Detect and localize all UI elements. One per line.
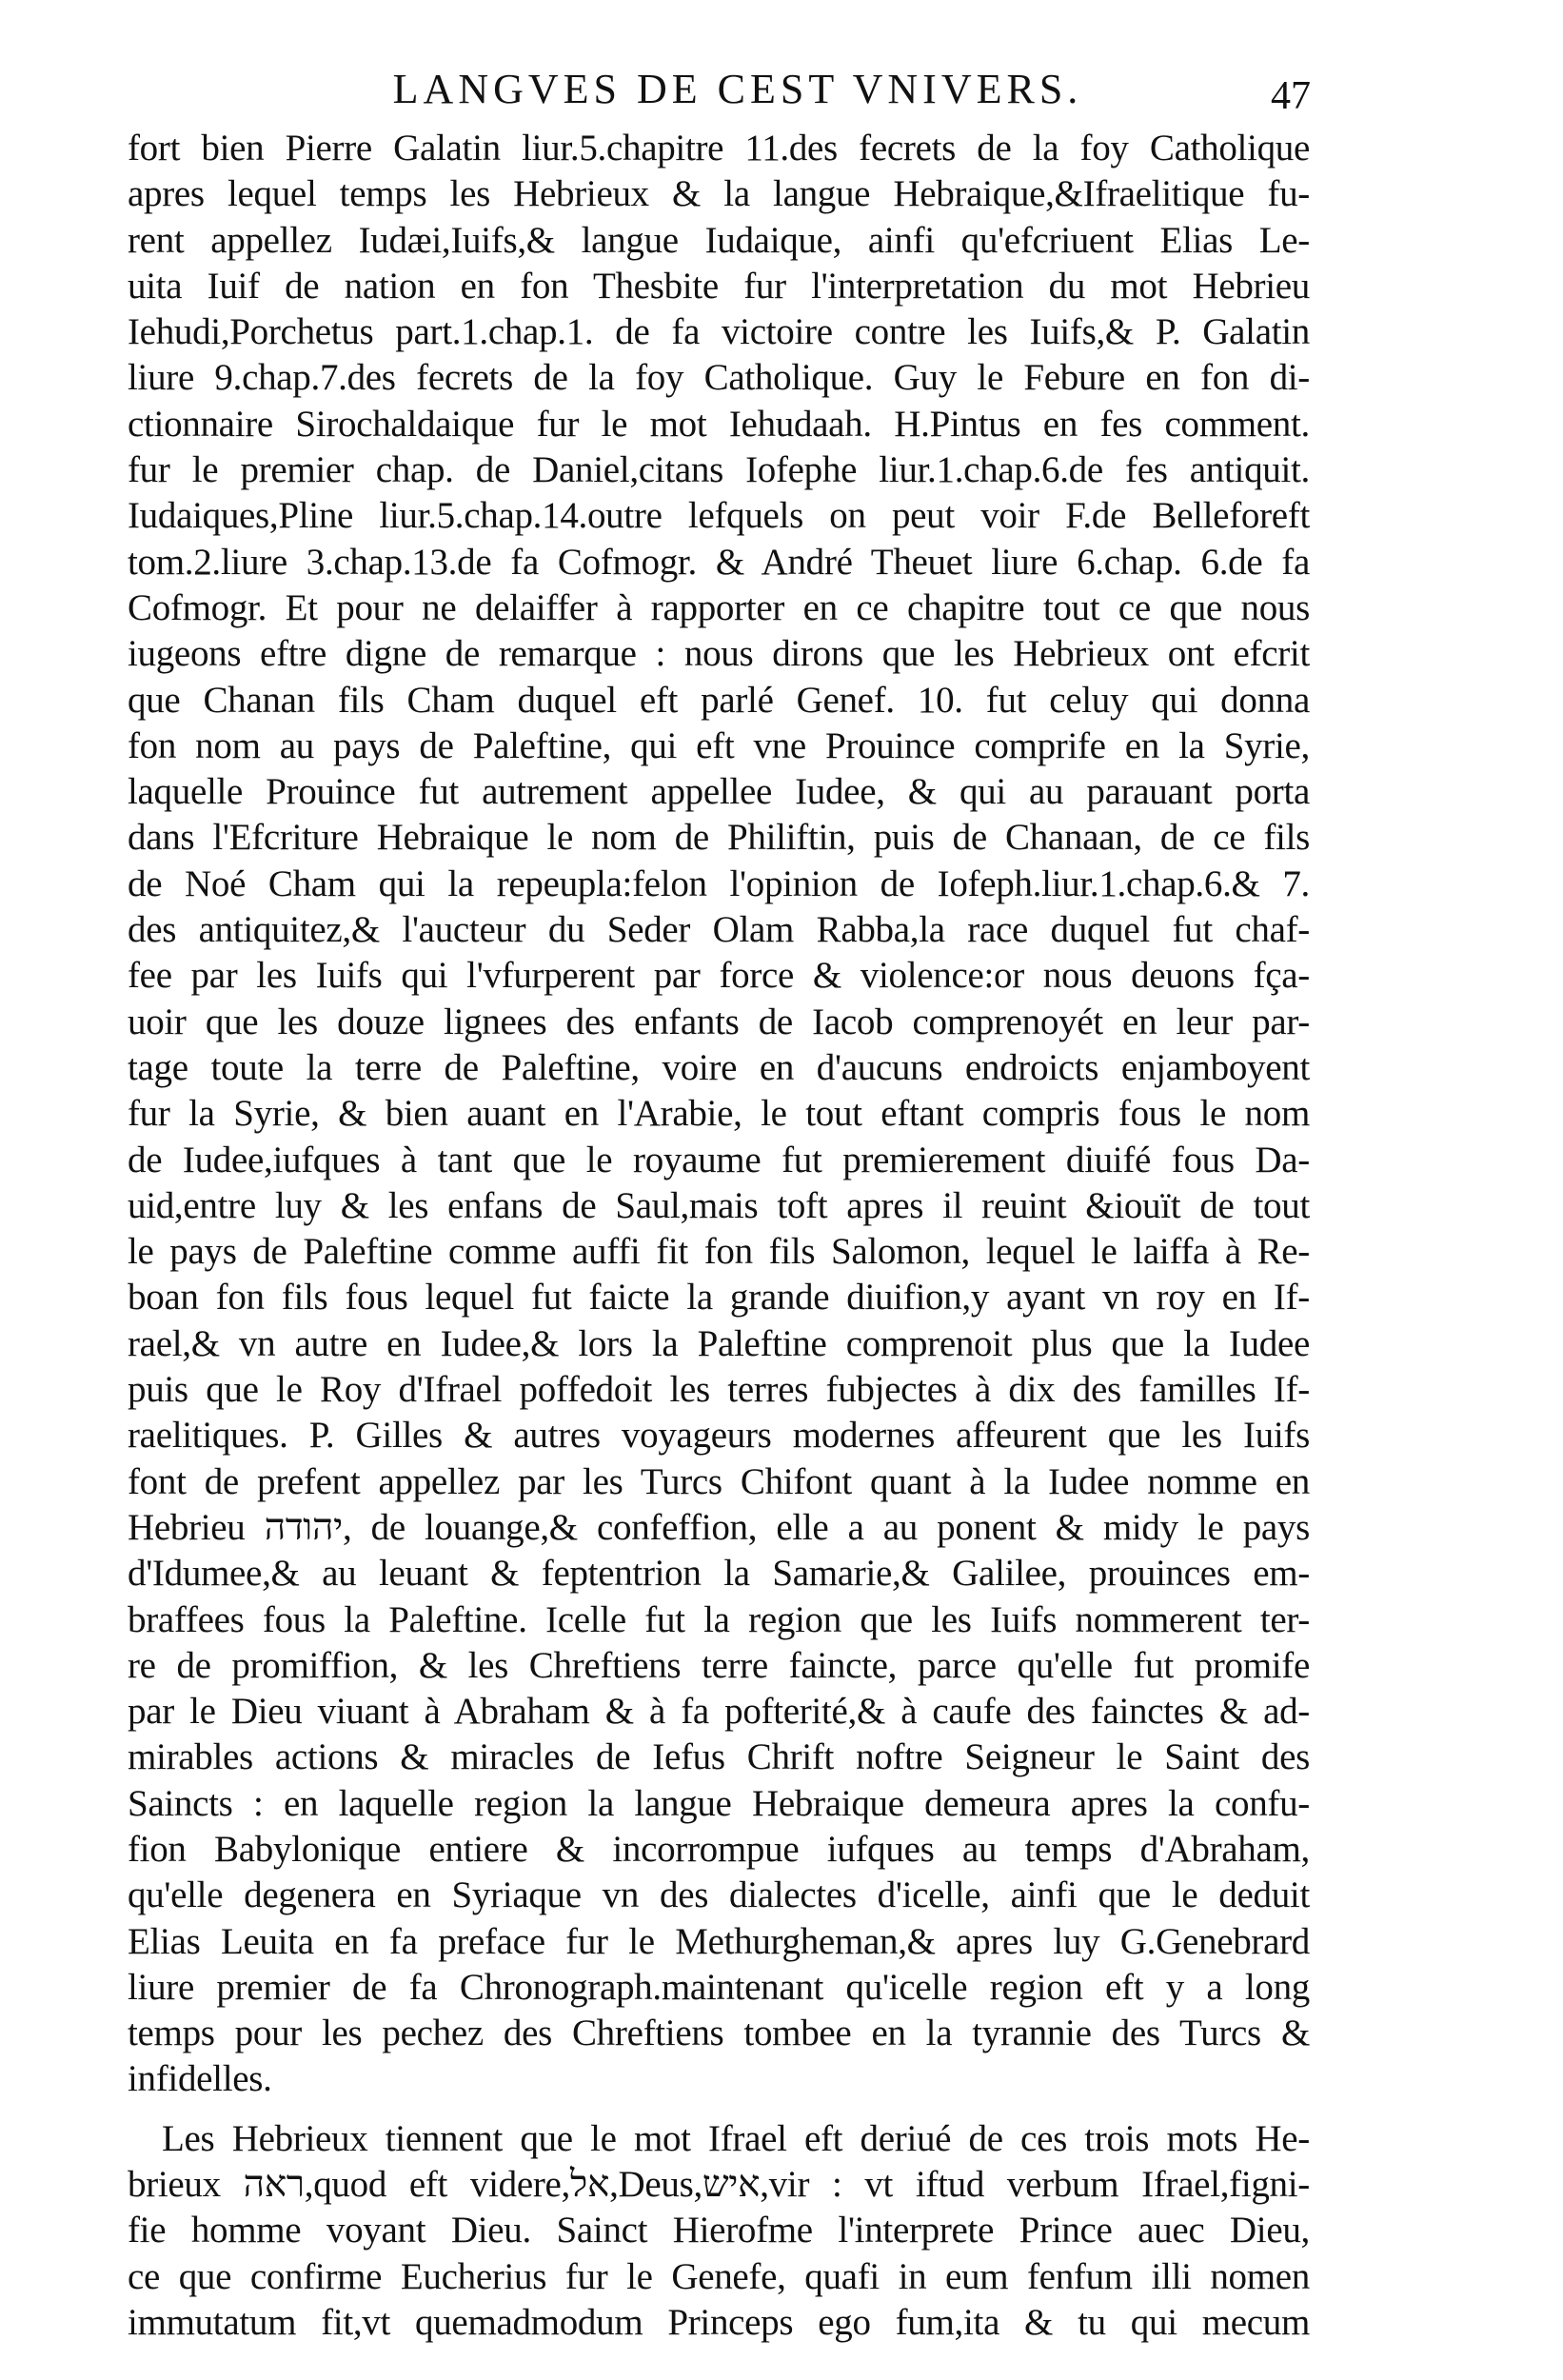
text-line: braffees fous la Paleftine. Icelle fut la region que les Iuifs nommerent ter- bbox=[128, 1598, 1310, 1640]
text-line: que Chanan fils Cham duquel eft parlé Genef. 10. fut celuy qui donna bbox=[128, 679, 1310, 721]
text-line: boan fon fils fous lequel fut faicte la grande diuifion,y ayant vn roy en If- bbox=[128, 1277, 1310, 1319]
text-line: ce que confirme Eucherius fur le Genefe, quafi in eum fenfum illi nomen bbox=[128, 2255, 1310, 2297]
text-line: Saincts : en laquelle region la langue Hebraique demeura apres la confu- bbox=[128, 1782, 1310, 1824]
text-line: d'Idumee,& au leuant & feptentrion la Samarie,& Galilee, prouinces em- bbox=[128, 1553, 1310, 1595]
text-line: fee par les Iuifs qui l'vfurperent par force & violence:or nous deuons fça- bbox=[128, 955, 1310, 997]
text-line: uita Iuif de nation en fon Thesbite fur l'interpretation du mot Hebrieu bbox=[128, 265, 1310, 307]
paragraph bbox=[128, 126, 1310, 2103]
text-line: le pays de Paleftine comme auffi fit fon fils Salomon, lequel le laiffa à Re- bbox=[128, 1231, 1310, 1273]
text-line: ctionnaire Sirochaldaique fur le mot Iehudaah. H.Pintus en fes comment. bbox=[128, 403, 1310, 445]
text-line: Iudaiques,Pline liur.5.chap.14.outre lefquels on peut voir F.de Belleforeft bbox=[128, 495, 1310, 537]
paragraph bbox=[128, 2116, 1310, 2346]
text-line: Hebrieu יהודה, de louange,& confeffion, elle a au ponent & midy le pays bbox=[128, 1506, 1310, 1548]
text-line: fie homme voyant Dieu. Sainct Hierofme l'interprete Prince auec Dieu, bbox=[128, 2210, 1310, 2251]
text-line: de Noé Cham qui la repeupla:felon l'opinion de Iofeph.liur.1.chap.6.& 7. bbox=[128, 863, 1310, 904]
text-line: iugeons eftre digne de remarque : nous dirons que les Hebrieux ont efcrit bbox=[128, 633, 1310, 675]
text-line: Cofmogr. Et pour ne delaiffer à rapporter en ce chapitre tout ce que nous bbox=[128, 586, 1310, 628]
text-line: tage toute la terre de Paleftine, voire en d'aucuns endroicts enjamboyent bbox=[128, 1046, 1310, 1088]
text-line: qu'elle degenera en Syriaque vn des dialectes d'icelle, ainfi que le deduit bbox=[128, 1874, 1310, 1916]
text-line: par le Dieu viuant à Abraham & à fa pofterité,& à caufe des fainctes & ad- bbox=[128, 1691, 1310, 1733]
text-line: liure 9.chap.7.des fecrets de la foy Catholique. Guy le Febure en fon di- bbox=[128, 357, 1310, 399]
text-line: Elias Leuita en fa preface fur le Methurgheman,& apres luy G.Genebrard bbox=[128, 1920, 1310, 1962]
text-line: puis que le Roy d'Ifrael poffedoit les terres fubjectes à dix des familles If- bbox=[128, 1369, 1310, 1411]
text-line: font de prefent appellez par les Turcs Chifont quant à la Iudee nomme en bbox=[128, 1460, 1310, 1502]
text-line: laquelle Prouince fut autrement appellee Iudee, & qui au parauant porta bbox=[128, 771, 1310, 813]
text-line: dans l'Efcriture Hebraique le nom de Philiftin, puis de Chanaan, de ce fils bbox=[128, 817, 1310, 859]
text-line: apres lequel temps les Hebrieux & la langue Hebraique,&Ifraelitique fu- bbox=[128, 173, 1310, 215]
text-line: de Iudee,iufques à tant que le royaume fut premierement diuifé fous Da- bbox=[128, 1139, 1310, 1180]
text-line: immutatum fit,vt quemadmodum Princeps ego fum,ita & tu qui mecum bbox=[128, 2301, 1310, 2343]
text-line: uid,entre luy & les enfans de Saul,mais toft apres il reuint &iouït de tout bbox=[128, 1184, 1310, 1226]
text-line: temps pour les pechez des Chreftiens tombee en la tyrannie des Turcs & bbox=[128, 2013, 1310, 2054]
text-line: re de promiffion, & les Chreftiens terre faincte, parce qu'elle fut promife bbox=[128, 1644, 1310, 1686]
text-line: rent appellez Iudæi,Iuifs,& langue Iudaique, ainfi qu'efcriuent Elias Le- bbox=[128, 219, 1310, 261]
text-line: infidelles. bbox=[128, 2058, 272, 2100]
text-line: fur le premier chap. de Daniel,citans Iofephe liur.1.chap.6.de fes antiquit. bbox=[128, 449, 1310, 491]
text-block bbox=[128, 126, 1310, 2346]
text-line: uoir que les douze lignees des enfants de Iacob comprenoyét en leur par- bbox=[128, 1001, 1310, 1042]
text-line: fion Babylonique entiere & incorrompue iufques au temps d'Abraham, bbox=[128, 1828, 1310, 1870]
text-line: Iehudi,Porchetus part.1.chap.1. de fa victoire contre les Iuifs,& P. Galatin bbox=[128, 311, 1310, 353]
text-line: fort bien Pierre Galatin liur.5.chapitre 11.des fecrets de la foy Catholique bbox=[128, 128, 1310, 169]
text-line: brieux ראה,quod eft videre,אל,Deus,איש,vir : vt iftud verbum Ifrael,figni- bbox=[128, 2164, 1310, 2206]
text-line: tom.2.liure 3.chap.13.de fa Cofmogr. & André Theuet liure 6.chap. 6.de fa bbox=[128, 541, 1310, 583]
text-line: liure premier de fa Chronograph.maintenant qu'icelle region eft y a long bbox=[128, 1966, 1310, 2008]
text-line: Les Hebrieux tiennent que le mot Ifrael eft deriué de ces trois mots He- bbox=[162, 2117, 1310, 2159]
text-line: des antiquitez,& l'aucteur du Seder Olam Rabba,la race duquel fut chaf- bbox=[128, 909, 1310, 951]
text-line: fur la Syrie, & bien auant en l'Arabie, le tout eftant compris fous le nom bbox=[128, 1093, 1310, 1135]
text-line: raelitiques. P. Gilles & autres voyageurs modernes affeurent que les Iuifs bbox=[128, 1415, 1310, 1457]
page-number: 47 bbox=[1271, 74, 1311, 118]
text-line: rael,& vn autre en Iudee,& lors la Paleftine comprenoit plus que la Iudee bbox=[128, 1322, 1310, 1364]
text-line: fon nom au pays de Paleftine, qui eft vne Prouince comprife en la Syrie, bbox=[128, 724, 1310, 766]
running-head: LANGVES DE CEST VNIVERS. bbox=[392, 66, 1083, 112]
text-line: mirables actions & miracles de Iefus Chrift noftre Seigneur le Saint des bbox=[128, 1736, 1310, 1778]
